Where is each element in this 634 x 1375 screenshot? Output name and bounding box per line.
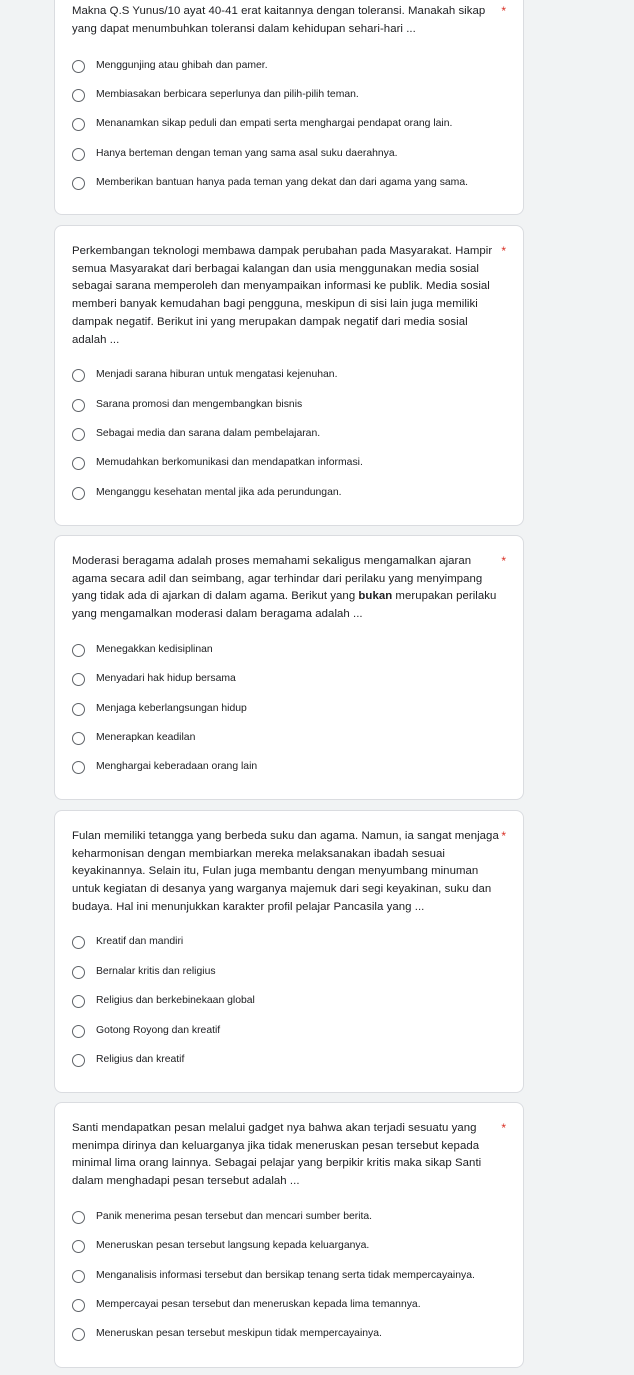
question-card-3 [54,535,524,800]
radio-option[interactable] [72,1325,513,1343]
radio-option[interactable] [72,454,513,472]
option-label: Membiasakan berbicara seperlunya dan pilih-pilih teman. [96,89,359,100]
radio-circle-icon[interactable] [72,1240,85,1253]
radio-circle-icon[interactable] [72,369,85,382]
radio-option[interactable] [72,992,513,1010]
question-title-part: merupakan perilaku yang mengamalkan moderasi dalam beragama adalah ... [72,590,497,621]
radio-option[interactable] [72,366,513,384]
radio-circle-icon[interactable] [72,966,85,979]
option-label: Panik menerima pesan tersebut dan mencari sumber berita. [96,1211,373,1222]
radio-circle-icon[interactable] [72,1054,85,1067]
radio-option[interactable] [72,86,513,104]
option-label: Memberikan bantuan hanya pada teman yang dekat dan dari agama yang sama. [96,177,468,188]
option-label: Hanya berteman dengan teman yang sama asal suku daerahnya. [96,148,398,159]
radio-option[interactable] [72,729,513,747]
option-label: Menjadi sarana hiburan untuk mengatasi kejenuhan. [96,369,338,380]
option-label: Menanamkan sikap peduli dan empati serta menghargai pendapat orang lain. [96,118,453,129]
radio-circle-icon[interactable] [72,148,85,161]
question-card-4 [54,810,524,1093]
option-label: Menghargai keberadaan orang lain [96,761,258,772]
radio-option[interactable] [72,1022,513,1040]
radio-option[interactable] [72,670,513,688]
question-title-part: Moderasi beragama adalah proses memahami sekaligus mengamalkan ajaran agama secara adil dan seimbang, agar terhindar dari perilaku yang menyimpang yang tidak ada di ajarkan di dalam agama. Berikut yang [72,555,483,603]
question-card-5 [54,1102,524,1368]
option-label: Gotong Royong dan kreatif [96,1025,221,1036]
radio-circle-icon[interactable] [72,936,85,949]
option-label: Menerapkan keadilan [96,732,196,743]
radio-circle-icon[interactable] [72,1025,85,1038]
radio-option[interactable] [72,641,513,659]
radio-circle-icon[interactable] [72,399,85,412]
radio-circle-icon[interactable] [72,732,85,745]
required-asterisk: * [501,1121,506,1135]
radio-option[interactable] [72,700,513,718]
option-label: Menggunjing atau ghibah dan pamer. [96,60,268,71]
option-label: Menegakkan kedisiplinan [96,644,213,655]
required-asterisk: * [501,554,506,568]
question-title: Santi mendapatkan pesan melalui gadget nya bahwa akan terjadi sesuatu yang menimpa dirinya dan keluarganya jika tidak meneruskan pesan tersebut kepada minimal lima orang lainnya. Sebagai pelajar yang berpikir kritis maka sikap Santi dalam menghadapi pesan tersebut adalah ... [72,1122,482,1188]
radio-option[interactable] [72,1237,513,1255]
radio-circle-icon[interactable] [72,177,85,190]
radio-circle-icon[interactable] [72,89,85,102]
radio-option[interactable] [72,963,513,981]
option-label: Menganalisis informasi tersebut dan bersikap tenang serta tidak mempercayainya. [96,1270,475,1281]
radio-circle-icon[interactable] [72,1211,85,1224]
option-label: Religius dan berkebinekaan global [96,995,255,1006]
radio-option[interactable] [72,145,513,163]
radio-circle-icon[interactable] [72,761,85,774]
radio-option[interactable] [72,1051,513,1069]
question-title [72,553,500,624]
question-title-emphasis: bukan [358,590,393,603]
required-asterisk: * [501,4,506,18]
option-label: Sebagai media dan sarana dalam pembelajaran. [96,428,321,439]
radio-option[interactable] [72,396,513,414]
radio-circle-icon[interactable] [72,644,85,657]
question-title: Fulan memiliki tetangga yang berbeda suku dan agama. Namun, ia sangat menjaga keharmonisan dengan membiarkan mereka melaksanakan ibadah sesuai keyakinannya. Selain itu, Fulan juga membantu dengan menyumbang minuman untuk kegiatan di desanya yang warganya majemuk dari segi keyakinan, suku dan budaya. Hal ini menunjukkan karakter profil pelajar Pancasila yang ... [72,830,499,913]
question-card-2 [54,225,524,526]
radio-option[interactable] [72,425,513,443]
option-label: Kreatif dan mandiri [96,936,184,947]
radio-circle-icon[interactable] [72,487,85,500]
radio-circle-icon[interactable] [72,60,85,73]
radio-option[interactable] [72,57,513,75]
option-label: Menjaga keberlangsungan hidup [96,703,247,714]
radio-circle-icon[interactable] [72,673,85,686]
option-label: Religius dan kreatif [96,1054,185,1065]
radio-option[interactable] [72,758,513,776]
radio-option[interactable] [72,174,513,192]
radio-option[interactable] [72,1267,513,1285]
radio-circle-icon[interactable] [72,703,85,716]
question-card-1 [54,0,524,215]
option-label: Meneruskan pesan tersebut langsung kepada keluarganya. [96,1240,370,1251]
radio-circle-icon[interactable] [72,1299,85,1312]
radio-circle-icon[interactable] [72,1328,85,1341]
radio-circle-icon[interactable] [72,457,85,470]
radio-option[interactable] [72,1208,513,1226]
option-label: Menganggu kesehatan mental jika ada perundungan. [96,487,342,498]
option-label: Sarana promosi dan mengembangkan bisnis [96,399,303,410]
radio-circle-icon[interactable] [72,428,85,441]
required-asterisk: * [501,244,506,258]
radio-option[interactable] [72,115,513,133]
radio-option[interactable] [72,1296,513,1314]
option-label: Bernalar kritis dan religius [96,966,216,977]
radio-option[interactable] [72,933,513,951]
question-title: Makna Q.S Yunus/10 ayat 40-41 erat kaitannya dengan toleransi. Manakah sikap yang dapat menumbuhkan toleransi dalam kehidupan sehari-hari ... [72,5,486,35]
option-label: Menyadari hak hidup bersama [96,673,236,684]
required-asterisk: * [501,829,506,843]
radio-circle-icon[interactable] [72,1270,85,1283]
radio-circle-icon[interactable] [72,995,85,1008]
question-title: Perkembangan teknologi membawa dampak perubahan pada Masyarakat. Hampir semua Masyarakat dari berbagai kalangan dan usia menggunakan media sosial sebagai sarana memperoleh dan menyampaikan informasi ke publik. Media sosial memberi banyak kemudahan bagi pengguna, meskipun di sisi lain juga memiliki dampak negatif. Berikut ini yang merupakan dampak negatif dari media sosial adalah ... [72,245,493,346]
radio-circle-icon[interactable] [72,118,85,131]
radio-option[interactable] [72,484,513,502]
option-label: Memudahkan berkomunikasi dan mendapatkan informasi. [96,457,363,468]
option-label: Meneruskan pesan tersebut meskipun tidak mempercayainya. [96,1328,382,1339]
option-label: Mempercayai pesan tersebut dan meneruskan kepada lima temannya. [96,1299,421,1310]
